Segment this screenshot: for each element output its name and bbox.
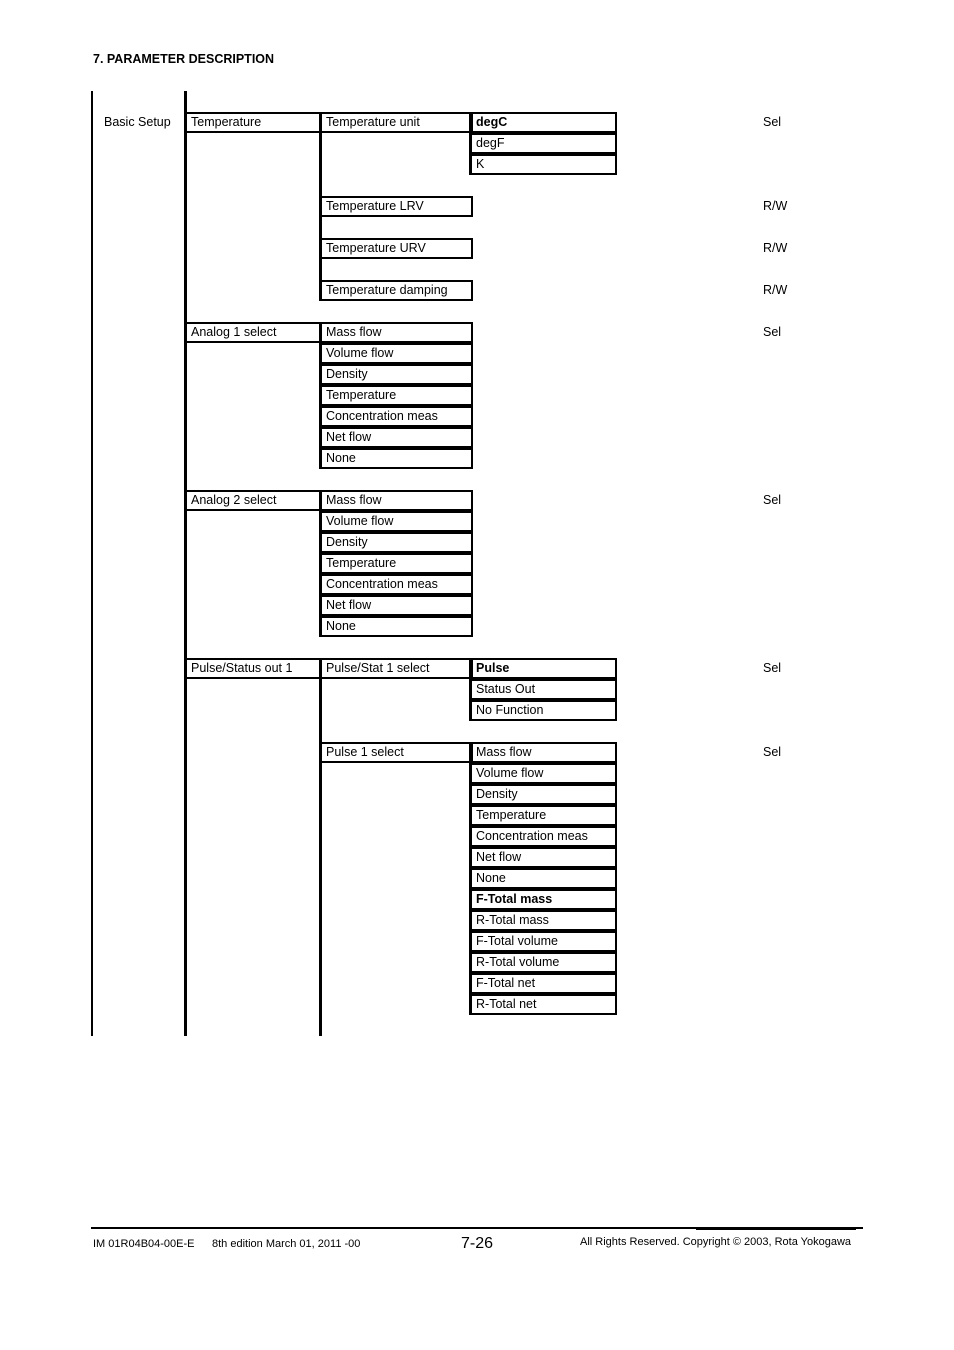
cell-edge-right <box>615 658 617 679</box>
cell-edge-right <box>615 763 617 784</box>
cell-edge-left <box>319 238 322 259</box>
param-cell-col2: Volume flow <box>326 514 394 528</box>
cell-rule-top <box>472 826 616 828</box>
cell-rule-bottom <box>322 299 472 301</box>
cell-edge-left <box>319 574 322 595</box>
footer-divider-accent <box>696 1227 856 1230</box>
cell-rule-top <box>322 742 472 744</box>
cell-edge-right <box>471 322 473 343</box>
cell-rule-top <box>472 112 616 114</box>
cell-rule-top <box>472 889 616 891</box>
footer-copyright: All Rights Reserved. Copyright © 2003, Rota Yokogawa <box>580 1236 852 1248</box>
cell-edge-left <box>319 343 322 364</box>
param-cell-col2: Density <box>326 535 368 549</box>
param-cell-col3: F-Total net <box>476 976 536 990</box>
cell-edge-right <box>615 910 617 931</box>
cell-rule-top <box>322 616 472 618</box>
cell-edge-left <box>319 553 322 574</box>
cell-rule-bottom <box>322 677 472 679</box>
cell-edge-left <box>469 112 472 133</box>
param-cell-col3: degC <box>476 115 508 129</box>
cell-edge-left <box>469 742 472 763</box>
param-cell-col2: None <box>326 451 356 465</box>
cell-rule-top <box>187 322 319 324</box>
cell-rule-top <box>322 280 472 282</box>
cell-rule-top <box>322 490 472 492</box>
cell-edge-left <box>469 784 472 805</box>
param-cell-col3: Density <box>476 787 518 801</box>
cell-rule-top <box>472 154 616 156</box>
cell-rule-top <box>472 658 616 660</box>
cell-edge-right <box>471 364 473 385</box>
cell-edge-left <box>319 112 322 133</box>
param-cell-col3: Mass flow <box>476 745 532 759</box>
cell-rule-bottom <box>187 509 319 511</box>
section-heading: 7. PARAMETER DESCRIPTION <box>93 52 275 66</box>
cell-edge-left <box>319 448 322 469</box>
param-cell-col3: K <box>476 157 485 171</box>
cell-edge-left <box>469 805 472 826</box>
cell-edge-right <box>471 196 473 217</box>
cell-edge-right <box>615 700 617 721</box>
param-cell-col3: Net flow <box>476 850 522 864</box>
tree-line-level2-c <box>319 762 322 1036</box>
cell-edge-right <box>471 616 473 637</box>
param-cell-col2: Net flow <box>326 430 372 444</box>
access-type: Sel <box>763 325 782 339</box>
cell-edge-right <box>615 742 617 763</box>
cell-edge-left <box>319 658 322 679</box>
cell-edge-left <box>319 616 322 637</box>
param-cell-col2: Temperature URV <box>326 241 426 255</box>
cell-rule-top <box>322 238 472 240</box>
tree-line-root <box>91 91 93 1036</box>
access-type: Sel <box>763 745 782 759</box>
cell-rule-top <box>472 868 616 870</box>
cell-rule-top <box>322 595 472 597</box>
cell-rule-top <box>472 763 616 765</box>
cell-rule-top <box>472 679 616 681</box>
cell-edge-left <box>469 154 472 175</box>
cell-edge-right <box>615 805 617 826</box>
cell-edge-left <box>319 385 322 406</box>
cell-edge-left <box>469 994 472 1015</box>
cell-rule-top <box>472 994 616 996</box>
param-cell-col2: Temperature unit <box>326 115 420 129</box>
cell-edge-left <box>469 133 472 154</box>
param-cell-col3: Temperature <box>476 808 547 822</box>
param-cell-col2: Mass flow <box>326 325 382 339</box>
cell-rule-bottom <box>187 341 319 343</box>
cell-edge-left <box>319 196 322 217</box>
cell-rule-top <box>472 805 616 807</box>
param-cell-col3: degF <box>476 136 505 150</box>
param-cell-col3: R-Total mass <box>476 913 549 927</box>
cell-edge-right <box>471 280 473 301</box>
param-cell-col2: Net flow <box>326 598 372 612</box>
cell-edge-left <box>319 364 322 385</box>
cell-rule-bottom <box>322 131 472 133</box>
param-cell-col2: None <box>326 619 356 633</box>
cell-rule-top <box>322 112 472 114</box>
cell-rule-top <box>322 658 472 660</box>
cell-edge-right <box>471 511 473 532</box>
cell-edge-right <box>615 784 617 805</box>
access-type: R/W <box>763 199 788 213</box>
cell-rule-top <box>187 490 319 492</box>
tree-line-level2-d <box>319 216 322 238</box>
param-cell-col2: Temperature damping <box>326 283 448 297</box>
cell-edge-left <box>469 952 472 973</box>
cell-rule-bottom <box>472 173 616 175</box>
cell-edge-left <box>319 427 322 448</box>
cell-rule-top <box>472 133 616 135</box>
param-cell-col2: Pulse 1 select <box>326 745 404 759</box>
cell-rule-top <box>472 847 616 849</box>
param-cell-col1: Temperature <box>191 115 262 129</box>
cell-edge-left <box>469 847 472 868</box>
cell-edge-left <box>469 973 472 994</box>
cell-rule-top <box>472 952 616 954</box>
access-type: R/W <box>763 241 788 255</box>
cell-edge-right <box>471 553 473 574</box>
cell-rule-bottom <box>322 467 472 469</box>
access-type: Sel <box>763 493 782 507</box>
cell-edge-left <box>319 532 322 553</box>
cell-rule-top <box>187 658 319 660</box>
cell-edge-left <box>319 511 322 532</box>
param-cell-col2: Density <box>326 367 368 381</box>
cell-edge-right <box>615 889 617 910</box>
cell-rule-top <box>472 742 616 744</box>
cell-edge-right <box>615 952 617 973</box>
access-type: Sel <box>763 115 782 129</box>
cell-edge-left <box>469 700 472 721</box>
cell-edge-right <box>615 931 617 952</box>
cell-edge-left <box>469 910 472 931</box>
cell-rule-top <box>472 973 616 975</box>
cell-rule-bottom <box>322 257 472 259</box>
cell-rule-top <box>472 784 616 786</box>
cell-edge-left <box>319 406 322 427</box>
cell-edge-right <box>471 574 473 595</box>
cell-edge-left <box>319 595 322 616</box>
param-cell-col2: Temperature <box>326 556 397 570</box>
cell-edge-right <box>615 847 617 868</box>
param-cell-col3: None <box>476 871 506 885</box>
param-cell-col3: Pulse <box>476 661 510 675</box>
param-cell-col2: Temperature <box>326 388 397 402</box>
cell-edge-left <box>319 742 322 763</box>
param-cell-col1: Analog 2 select <box>191 493 277 507</box>
cell-edge-right <box>615 868 617 889</box>
cell-rule-top <box>322 553 472 555</box>
cell-rule-top <box>322 448 472 450</box>
cell-edge-right <box>615 133 617 154</box>
param-cell-col1: Pulse/Status out 1 <box>191 661 293 675</box>
cell-edge-right <box>615 112 617 133</box>
cell-rule-top <box>322 322 472 324</box>
cell-rule-top <box>472 931 616 933</box>
tree-line-level2-e <box>319 258 322 280</box>
cell-rule-top <box>322 511 472 513</box>
cell-edge-right <box>615 679 617 700</box>
param-cell-col3: R-Total volume <box>476 955 560 969</box>
cell-edge-left <box>469 658 472 679</box>
param-cell-col2: Volume flow <box>326 346 394 360</box>
param-cell-col2: Concentration meas <box>326 577 438 591</box>
param-cell-col1: Analog 1 select <box>191 325 277 339</box>
cell-edge-right <box>471 238 473 259</box>
cell-rule-top <box>187 112 319 114</box>
cell-edge-left <box>469 889 472 910</box>
page-number: 7-26 <box>461 1235 494 1252</box>
cell-edge-left <box>319 322 322 343</box>
tree-line-level2-a <box>319 132 322 196</box>
cell-edge-right <box>471 490 473 511</box>
cell-rule-top <box>322 406 472 408</box>
cell-rule-bottom <box>322 635 472 637</box>
cell-rule-bottom <box>472 719 616 721</box>
tree-line-level2-b <box>319 678 322 742</box>
tree-line-level1 <box>184 91 187 1036</box>
param-cell-col2: Mass flow <box>326 493 382 507</box>
cell-edge-left <box>319 280 322 301</box>
footer-edition: 8th edition March 01, 2011 -00 <box>212 1238 361 1250</box>
cell-edge-right <box>471 406 473 427</box>
param-cell-col2: Temperature LRV <box>326 199 424 213</box>
param-cell-col3: F-Total volume <box>476 934 558 948</box>
param-cell-col3: Status Out <box>476 682 536 696</box>
cell-edge-left <box>469 931 472 952</box>
cell-edge-left <box>469 763 472 784</box>
cell-edge-right <box>615 826 617 847</box>
cell-rule-top <box>322 574 472 576</box>
param-cell-col2: Pulse/Stat 1 select <box>326 661 430 675</box>
cell-edge-right <box>471 532 473 553</box>
root-label: Basic Setup <box>104 115 171 129</box>
param-cell-col2: Concentration meas <box>326 409 438 423</box>
cell-rule-top <box>322 385 472 387</box>
cell-rule-bottom <box>322 215 472 217</box>
cell-rule-top <box>322 343 472 345</box>
cell-edge-left <box>469 679 472 700</box>
param-cell-col3: Volume flow <box>476 766 544 780</box>
cell-edge-left <box>469 868 472 889</box>
access-type: R/W <box>763 283 788 297</box>
param-cell-col3: R-Total net <box>476 997 537 1011</box>
cell-edge-right <box>615 994 617 1015</box>
cell-edge-right <box>471 427 473 448</box>
cell-edge-right <box>471 343 473 364</box>
cell-rule-bottom <box>322 761 472 763</box>
cell-edge-right <box>471 448 473 469</box>
cell-rule-top <box>472 700 616 702</box>
cell-edge-left <box>319 490 322 511</box>
cell-edge-right <box>615 154 617 175</box>
param-cell-col3: F-Total mass <box>476 892 553 906</box>
cell-edge-right <box>471 385 473 406</box>
cell-rule-bottom <box>187 131 319 133</box>
cell-rule-bottom <box>187 677 319 679</box>
cell-edge-left <box>469 826 472 847</box>
cell-rule-top <box>322 364 472 366</box>
access-type: Sel <box>763 661 782 675</box>
cell-rule-top <box>322 427 472 429</box>
footer-doc-id: IM 01R04B04-00E-E <box>93 1238 195 1250</box>
cell-rule-top <box>322 532 472 534</box>
cell-edge-right <box>615 973 617 994</box>
cell-rule-top <box>322 196 472 198</box>
cell-rule-bottom <box>472 1013 616 1015</box>
cell-rule-top <box>472 910 616 912</box>
param-cell-col3: No Function <box>476 703 544 717</box>
cell-edge-right <box>471 595 473 616</box>
param-cell-col3: Concentration meas <box>476 829 588 843</box>
